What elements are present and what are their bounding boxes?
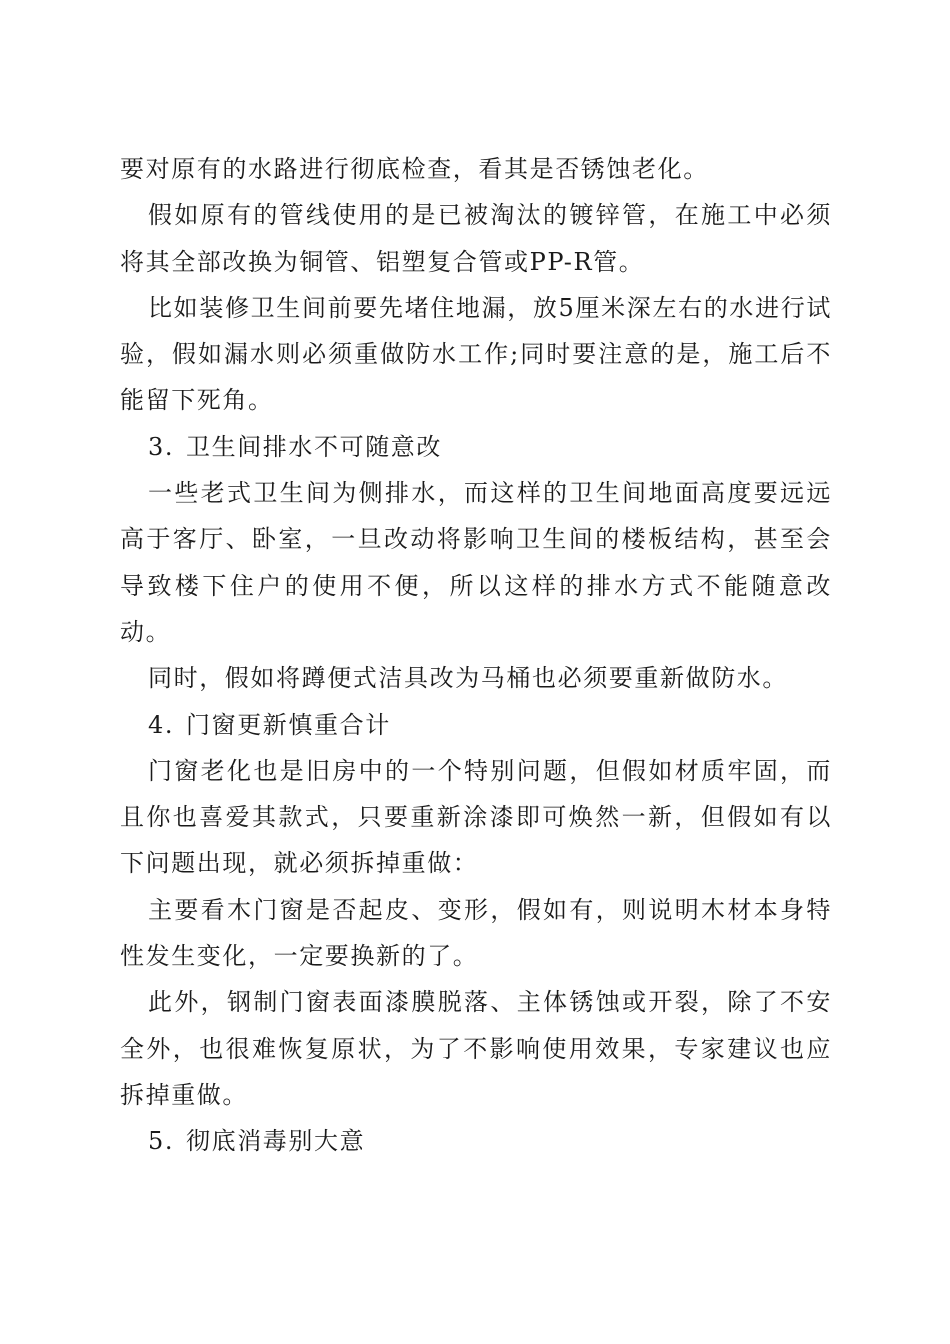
paragraph: 假如原有的管线使用的是已被淘汰的镀锌管，在施工中必须将其全部改换为铜管、铝塑复合管或PP-R管。 bbox=[120, 201, 832, 276]
paragraph: 同时，假如将蹲便式洁具改为马桶也必须要重新做防水。 bbox=[148, 664, 788, 693]
section-heading bbox=[120, 424, 832, 470]
section-title: 卫生间排水不可随意改 bbox=[186, 432, 442, 461]
section-number: 3. bbox=[148, 432, 175, 461]
section-number: 5. bbox=[148, 1127, 175, 1156]
section-heading bbox=[120, 1118, 832, 1164]
section-title: 彻底消毒别大意 bbox=[186, 1127, 366, 1156]
section-number: 4. bbox=[148, 710, 175, 739]
paragraph: 要对原有的水路进行彻底检查，看其是否锈蚀老化。 bbox=[120, 155, 709, 183]
paragraph: 一些老式卫生间为侧排水，而这样的卫生间地面高度要远远高于客厅、卧室，一旦改动将影响卫生间的楼板结构，甚至会导致楼下住户的使用不便，所以这样的排水方式不能随意改动。 bbox=[120, 479, 832, 646]
paragraph: 门窗老化也是旧房中的一个特别问题，但假如材质牢固，而且你也喜爱其款式，只要重新涂漆即可焕然一新，但假如有以下问题出现，就必须拆掉重做： bbox=[120, 756, 832, 878]
section-title: 门窗更新慎重合计 bbox=[186, 710, 391, 739]
section-heading bbox=[120, 702, 832, 748]
paragraph: 主要看木门窗是否起皮、变形，假如有，则说明木材本身特性发生变化，一定要换新的了。 bbox=[120, 895, 832, 971]
paragraph: 比如装修卫生间前要先堵住地漏，放5厘米深左右的水进行试验，假如漏水则必须重做防水工作;同时要注意的是，施工后不能留下死角。 bbox=[120, 293, 832, 415]
paragraph: 此外，钢制门窗表面漆膜脱落、主体锈蚀或开裂，除了不安全外，也很难恢复原状，为了不影响使用效果，专家建议也应拆掉重做。 bbox=[120, 988, 832, 1109]
